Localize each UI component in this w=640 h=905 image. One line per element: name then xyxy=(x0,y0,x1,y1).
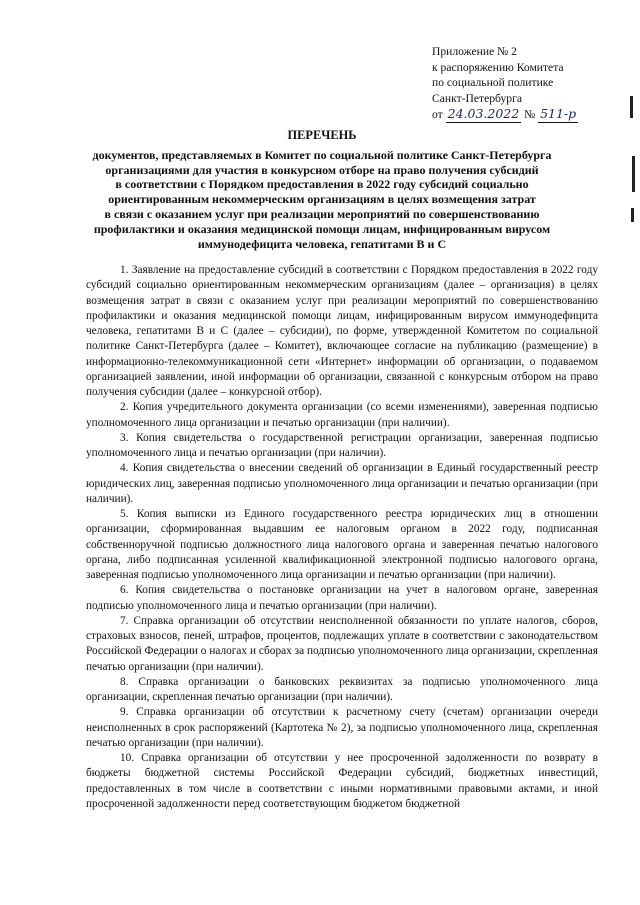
annex-header xyxy=(432,44,632,123)
annex-line-3: по социальной политике xyxy=(432,76,554,90)
title-line-1: документов, представляемых в Комитет по социальной политике Санкт-Петербурга xyxy=(92,147,552,162)
list-item: 5. Копия выписки из Единого государственного реестра юридических лиц в отношении организации, сформированная выдавшим ее налоговым органом в 2022 году, подписанная собственноручной подписью должностного лица налогового органа и заверенная печатью налогового органа, либо подписанная усиленной квалификационной электронной подписью налогового органа, заверенная подписью уполномоченного лица организации и печатью организации (при наличии). xyxy=(86,508,598,581)
list-item: 4. Копия свидетельства о внесении сведений об организации в Единый государственный реестр юридических лиц, заверенная подписью уполномоченного лица организации и печатью организации (при наличии). xyxy=(86,462,598,505)
list-item: 1. Заявление на предоставление субсидий в соответствии с Порядком предоставления в 2022 году субсидий социально ориентированным некоммерческим организациям (далее – организация) в целях возмещения затрат в связи с оказанием услуг при реализации мероприятий по совершенствованию профилактики и оказания медицинской помощи лицам, инфицированным вирусом иммунодефицита человека, гепатитами B и C (далее – субсидии), по форме, утвержденной Комитетом по социальной политике Санкт-Петербурга (далее – Комитет), включающее согласие на публикацию (размещение) в информационно-телекоммуникационной сети «Интернет» информации об организации, о подаваемом организацией заявлении, иной информации об организации, связанной с конкурсным отбором на право получения субсидии (далее – конкурсной отбор). xyxy=(86,264,598,398)
title-line-3: в соответствии с Порядком предоставления в 2022 году субсидий социально xyxy=(115,177,529,192)
title-line-6: профилактики и оказания медицинской помощи лицам, инфицированным вирусом xyxy=(93,221,551,236)
list-item: 2. Копия учредительного документа организации (со всеми изменениями), заверенная подписью уполномоченного лица организации и печатью организации (при наличии). xyxy=(86,401,598,429)
number-prefix: № xyxy=(524,108,536,122)
document-title xyxy=(82,128,562,251)
annex-date-line xyxy=(432,106,632,123)
list-item: 3. Копия свидетельства о государственной регистрации организации, заверенная подписью уполномоченного лица и печатью организации (при наличии). xyxy=(86,431,598,459)
title-line-2: организациями для участия в конкурсном отборе на право получения субсидий xyxy=(105,162,539,177)
annex-line-4: Санкт-Петербурга xyxy=(432,91,522,105)
document-body xyxy=(86,263,598,812)
date-value: 24.03.2022 xyxy=(447,106,520,122)
date-prefix: от xyxy=(432,108,443,122)
number-value: 511-р xyxy=(540,106,577,122)
title-line-4: ориентированным некоммерческим организациям в целях возмещения затрат xyxy=(108,192,536,207)
list-item: 9. Справка организации об отсутствии к расчетному счету (счетам) организации очереди неисполненных в срок распоряжений (Картотека № 2), за подписью уполномоченного лица, скрепленная печатью организации (при наличии). xyxy=(86,706,598,749)
title-line-7: иммунодефицита человека, гепатитами B и C xyxy=(197,236,447,251)
title-line-5: в связи с оказанием услуг при реализации мероприятий по совершенствованию xyxy=(104,206,540,221)
list-item: 10. Справка организации об отсутствии у нее просроченной задолженности по возврату в бюджеты бюджетной системы Российской Федерации субсидий, бюджетных инвестиций, предоставленных в том числе в соответствии с иными нормативными правовыми актами, и иной просроченной задолженности перед соответствующим бюджетом бюджетной xyxy=(86,752,598,810)
list-item: 8. Справка организации о банковских реквизитах за подписью уполномоченного лица организации, скрепленная печатью организации (при наличии). xyxy=(86,675,598,703)
annex-line-2: к распоряжению Комитета xyxy=(432,60,564,74)
list-item: 6. Копия свидетельства о постановке организации на учет в налоговом органе, заверенная подписью уполномоченного лица и печатью организации (при наличии). xyxy=(86,584,598,612)
annex-line-1: Приложение № 2 xyxy=(432,45,517,58)
margin-scan-marks xyxy=(626,96,640,236)
list-item: 7. Справка организации об отсутствии неисполненной обязанности по уплате налогов, сборов, страховых взносов, пеней, штрафов, процентов, подлежащих уплате в соответствии с законодательством Российской Федерации о налогах и сборах за подписью уполномоченного лица организации, скрепленная печатью организации (при наличии). xyxy=(86,614,598,673)
title-heading: ПЕРЕЧЕНЬ xyxy=(287,128,357,142)
